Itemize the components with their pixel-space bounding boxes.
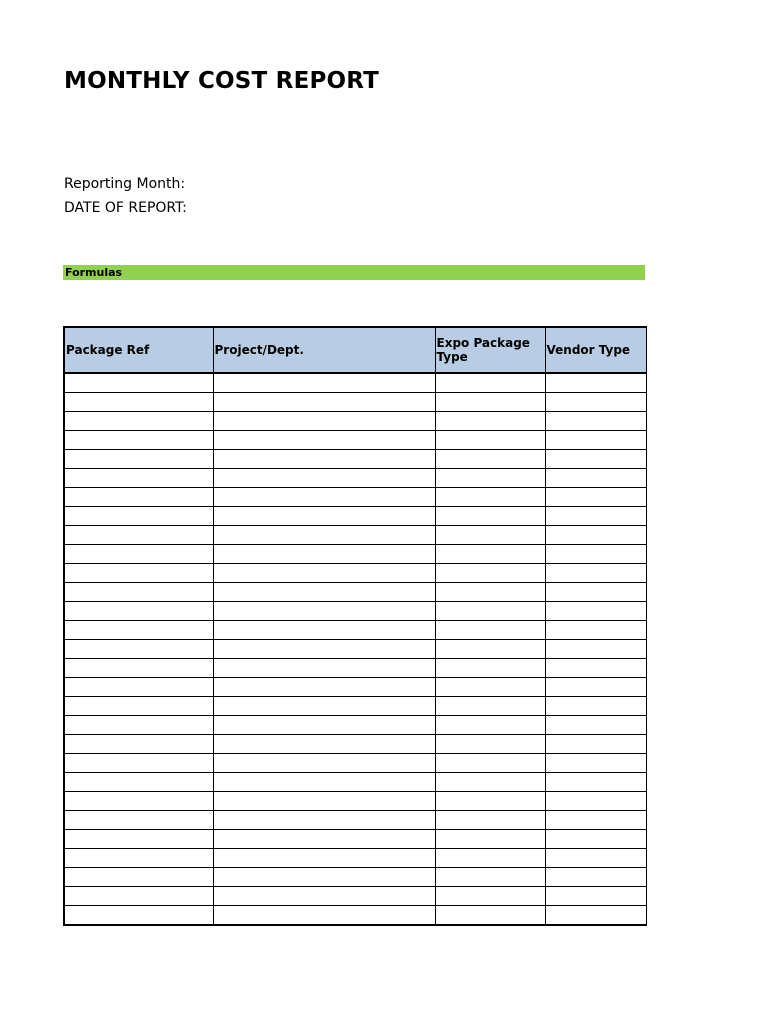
table-row <box>64 526 646 545</box>
table-cell[interactable] <box>64 659 213 678</box>
table-cell[interactable] <box>545 373 646 393</box>
table-cell[interactable] <box>64 526 213 545</box>
table-cell[interactable] <box>213 545 435 564</box>
table-row <box>64 488 646 507</box>
table-cell[interactable] <box>64 678 213 697</box>
table-row <box>64 621 646 640</box>
table-cell[interactable] <box>64 621 213 640</box>
table-cell[interactable] <box>435 906 545 926</box>
table-cell[interactable] <box>545 431 646 450</box>
table-row <box>64 602 646 621</box>
table-cell[interactable] <box>435 488 545 507</box>
table-cell[interactable] <box>213 830 435 849</box>
table-cell[interactable] <box>545 678 646 697</box>
table-cell[interactable] <box>64 488 213 507</box>
table-cell[interactable] <box>545 716 646 735</box>
table-row <box>64 773 646 792</box>
reporting-month-label: Reporting Month: <box>64 176 186 192</box>
table-cell[interactable] <box>545 906 646 926</box>
table-cell[interactable] <box>213 564 435 583</box>
table-row <box>64 640 646 659</box>
table-cell[interactable] <box>213 792 435 811</box>
table-cell[interactable] <box>213 373 435 393</box>
table-cell[interactable] <box>64 564 213 583</box>
table-row <box>64 412 646 431</box>
table-cell[interactable] <box>545 849 646 868</box>
table-cell[interactable] <box>545 868 646 887</box>
date-of-report-label: DATE OF REPORT: <box>64 200 187 216</box>
table-cell[interactable] <box>435 716 545 735</box>
column-header-vendor-type: Vendor Type <box>545 327 646 373</box>
table-cell[interactable] <box>435 849 545 868</box>
table-cell[interactable] <box>545 640 646 659</box>
table-cell[interactable] <box>64 811 213 830</box>
table-cell[interactable] <box>213 716 435 735</box>
table-cell[interactable] <box>435 431 545 450</box>
table-cell[interactable] <box>545 773 646 792</box>
table-row <box>64 811 646 830</box>
table-row <box>64 373 646 393</box>
table-cell[interactable] <box>545 735 646 754</box>
table-cell[interactable] <box>213 906 435 926</box>
report-title: MONTHLY COST REPORT <box>64 68 380 94</box>
table-row <box>64 906 646 926</box>
table-row <box>64 678 646 697</box>
table-row <box>64 887 646 906</box>
table-cell[interactable] <box>64 697 213 716</box>
table-cell[interactable] <box>213 735 435 754</box>
table-cell[interactable] <box>435 526 545 545</box>
table-cell[interactable] <box>435 393 545 412</box>
table-cell[interactable] <box>213 583 435 602</box>
table-cell[interactable] <box>435 887 545 906</box>
table-cell[interactable] <box>64 545 213 564</box>
table-row <box>64 545 646 564</box>
table-cell[interactable] <box>64 792 213 811</box>
table-row <box>64 716 646 735</box>
table-cell[interactable] <box>435 602 545 621</box>
table-row <box>64 564 646 583</box>
table-cell[interactable] <box>545 583 646 602</box>
table-cell[interactable] <box>64 373 213 393</box>
table-cell[interactable] <box>64 773 213 792</box>
table-row <box>64 659 646 678</box>
table-cell[interactable] <box>213 393 435 412</box>
formulas-section-bar <box>63 265 645 280</box>
table-cell[interactable] <box>213 849 435 868</box>
table-cell[interactable] <box>435 564 545 583</box>
table-cell[interactable] <box>435 373 545 393</box>
table-cell[interactable] <box>64 431 213 450</box>
table-cell[interactable] <box>213 754 435 773</box>
table-cell[interactable] <box>545 412 646 431</box>
table-cell[interactable] <box>213 621 435 640</box>
table-cell[interactable] <box>435 583 545 602</box>
table-cell[interactable] <box>435 640 545 659</box>
table-cell[interactable] <box>545 545 646 564</box>
table-cell[interactable] <box>213 659 435 678</box>
table-cell[interactable] <box>64 716 213 735</box>
table-cell[interactable] <box>64 735 213 754</box>
table-cell[interactable] <box>213 640 435 659</box>
table-cell[interactable] <box>64 868 213 887</box>
table-cell[interactable] <box>545 697 646 716</box>
table-cell[interactable] <box>545 507 646 526</box>
table-cell[interactable] <box>64 507 213 526</box>
table-cell[interactable] <box>435 754 545 773</box>
table-cell[interactable] <box>435 792 545 811</box>
table-cell[interactable] <box>435 469 545 488</box>
table-cell[interactable] <box>64 583 213 602</box>
table-cell[interactable] <box>213 488 435 507</box>
table-cell[interactable] <box>213 811 435 830</box>
table-row <box>64 507 646 526</box>
table-row <box>64 868 646 887</box>
table-cell[interactable] <box>435 868 545 887</box>
table-cell[interactable] <box>545 602 646 621</box>
table-cell[interactable] <box>64 640 213 659</box>
table-cell[interactable] <box>435 621 545 640</box>
table-cell[interactable] <box>545 469 646 488</box>
table-cell[interactable] <box>64 450 213 469</box>
table-cell[interactable] <box>545 564 646 583</box>
table-row <box>64 469 646 488</box>
table-cell[interactable] <box>545 393 646 412</box>
table-row <box>64 393 646 412</box>
table-cell[interactable] <box>64 849 213 868</box>
table-cell[interactable] <box>64 602 213 621</box>
table-cell[interactable] <box>435 450 545 469</box>
table-cell[interactable] <box>213 887 435 906</box>
table-cell[interactable] <box>435 412 545 431</box>
column-header-expo-package-type: Expo Package Type <box>435 327 545 373</box>
table-cell[interactable] <box>64 887 213 906</box>
table-cell[interactable] <box>435 697 545 716</box>
table-cell[interactable] <box>435 678 545 697</box>
table-cell[interactable] <box>545 830 646 849</box>
table-body <box>64 373 646 925</box>
table-cell[interactable] <box>64 754 213 773</box>
table-cell[interactable] <box>435 830 545 849</box>
table-header-row <box>64 327 646 373</box>
table-row <box>64 735 646 754</box>
table-cell[interactable] <box>64 906 213 926</box>
table-cell[interactable] <box>545 754 646 773</box>
table-cell[interactable] <box>545 811 646 830</box>
table-row <box>64 792 646 811</box>
table-cell[interactable] <box>435 811 545 830</box>
table-cell[interactable] <box>213 412 435 431</box>
table-cell[interactable] <box>64 393 213 412</box>
table-row <box>64 450 646 469</box>
table-cell[interactable] <box>213 602 435 621</box>
table-cell[interactable] <box>545 621 646 640</box>
table-cell[interactable] <box>64 469 213 488</box>
table-cell[interactable] <box>545 659 646 678</box>
table-cell[interactable] <box>545 792 646 811</box>
table-row <box>64 849 646 868</box>
table-cell[interactable] <box>435 545 545 564</box>
table-row <box>64 754 646 773</box>
table-cell[interactable] <box>213 697 435 716</box>
table-cell[interactable] <box>545 450 646 469</box>
table-cell[interactable] <box>213 868 435 887</box>
table-cell[interactable] <box>545 526 646 545</box>
table-row <box>64 830 646 849</box>
table-cell[interactable] <box>64 830 213 849</box>
cost-table <box>63 326 647 926</box>
column-header-package-ref: Package Ref <box>64 327 213 373</box>
table-cell[interactable] <box>213 431 435 450</box>
table-cell[interactable] <box>435 507 545 526</box>
table-row <box>64 697 646 716</box>
table-cell[interactable] <box>213 450 435 469</box>
table-cell[interactable] <box>435 659 545 678</box>
table-cell[interactable] <box>213 773 435 792</box>
table-row <box>64 583 646 602</box>
table-cell[interactable] <box>213 678 435 697</box>
table-row <box>64 431 646 450</box>
table-cell[interactable] <box>435 735 545 754</box>
table-cell[interactable] <box>213 469 435 488</box>
table-cell[interactable] <box>435 773 545 792</box>
table-cell[interactable] <box>213 507 435 526</box>
table-cell[interactable] <box>545 488 646 507</box>
formulas-label: Formulas <box>65 266 123 279</box>
table-cell[interactable] <box>213 526 435 545</box>
table-cell[interactable] <box>545 887 646 906</box>
table-cell[interactable] <box>64 412 213 431</box>
column-header-project-dept: Project/Dept. <box>213 327 435 373</box>
